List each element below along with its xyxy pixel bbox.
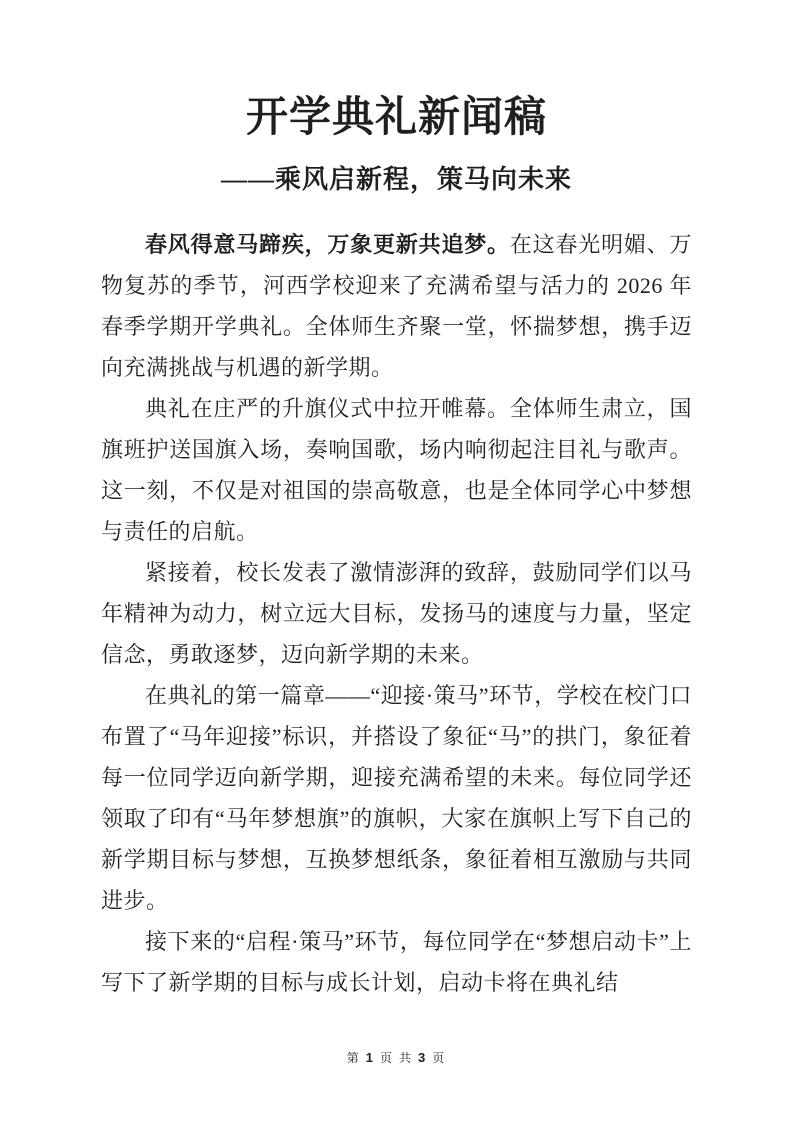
- paragraph-text: 紧接着，校长发表了激情澎湃的致辞，鼓励同学们以马年精神为动力，树立远大目标，发扬马的速度与力量，坚定信念，勇敢逐梦，迈向新学期的未来。: [101, 560, 692, 667]
- paragraph: [101, 675, 692, 921]
- paragraph-text: 典礼在庄严的升旗仪式中拉开帷幕。全体师生肃立，国旗班护送国旗入场，奏响国歌，场内响彻起注目礼与歌声。这一刻，不仅是对祖国的崇高敬意，也是全体同学心中梦想与责任的启航。: [101, 396, 692, 544]
- paragraph-text: 在典礼的第一篇章——“迎接·策马”环节，学校在校门口布置了“马年迎接”标识，并搭设了象征“马”的拱门，象征着每一位同学迈向新学期，迎接充满希望的未来。每位同学还领取了印有“马年梦想旗”的旗帜，大家在旗帜上写下自己的新学期目标与梦想，互换梦想纸条，象征着相互激励与共同进步。: [101, 683, 692, 913]
- footer-label-page: 第: [346, 1051, 361, 1065]
- page-title: 开学典礼新闻稿: [245, 95, 547, 141]
- paragraph-text: 接下来的“启程·策马”环节，每位同学在“梦想启动卡”上写下了新学期的目标与成长计划，启动卡将在典礼结: [101, 929, 692, 995]
- document-body: [101, 224, 692, 1003]
- page-subtitle: ——乘风启新程，策马向未来: [220, 165, 572, 194]
- paragraph-lead: 春风得意马蹄疾，万象更新共追梦。: [145, 232, 510, 257]
- paragraph: [101, 552, 692, 675]
- footer-page-number: 1: [365, 1050, 375, 1065]
- paragraph-text: 在这春光明媚、万物复苏的季节，河西学校迎来了充满希望与活力的 2026 年春季学期开学典礼。全体师生齐聚一堂，怀揣梦想，携手迈向充满挑战与机遇的新学期。: [101, 232, 692, 380]
- paragraph: [101, 224, 692, 388]
- footer-label-pages: 页: [432, 1051, 447, 1065]
- page-footer: [0, 1050, 793, 1066]
- paragraph: [101, 388, 692, 552]
- footer-label-of: 页 共: [379, 1051, 413, 1065]
- paragraph: [101, 921, 692, 1003]
- footer-total-pages: 3: [418, 1050, 428, 1065]
